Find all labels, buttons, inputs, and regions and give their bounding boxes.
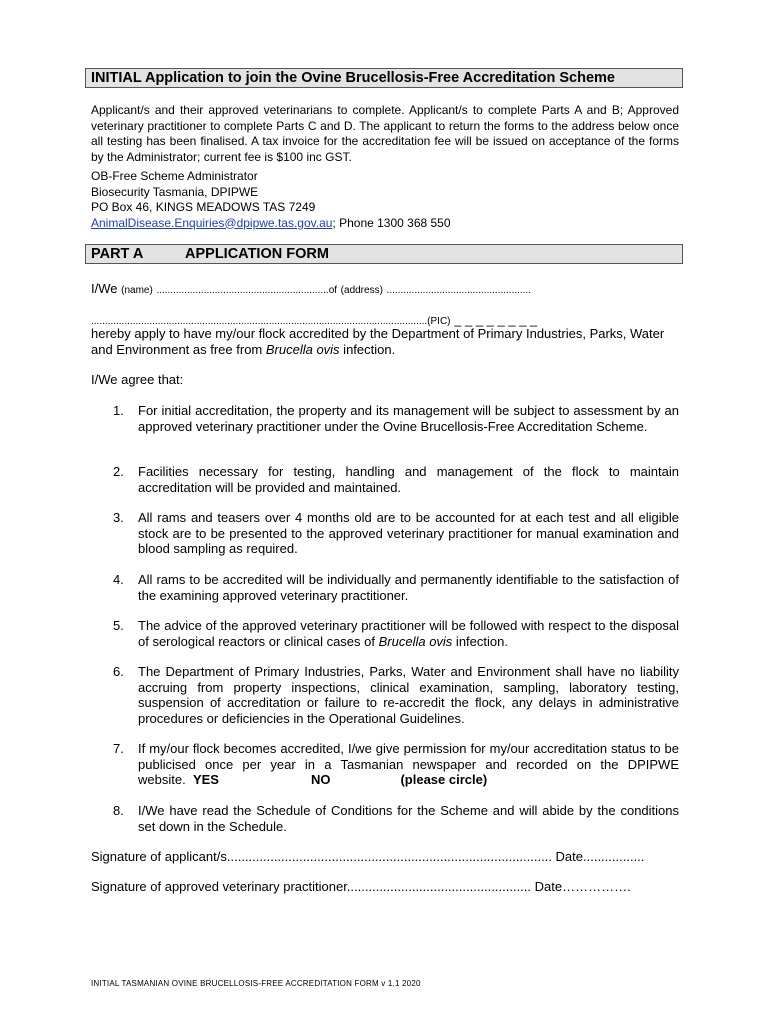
list-item — [113, 510, 679, 557]
item-5-end: infection. — [452, 633, 508, 649]
no-option[interactable]: NO — [310, 772, 331, 787]
item-text: Facilities necessary for testing, handling and management of the flock to maintain accreditation will be provided and maintained. — [138, 464, 679, 495]
address-field-2[interactable]: .........................................................................................................................(PIC) — [91, 316, 451, 327]
iwe-label: I/We — [91, 281, 118, 296]
item-text — [138, 741, 679, 788]
list-item — [113, 464, 679, 495]
name-address-line — [91, 281, 531, 296]
list-item — [113, 741, 679, 788]
item-text: I/We have read the Schedule of Conditions for the Scheme and will abide by the conditions set down in the Schedule. — [138, 803, 679, 834]
document-title: INITIAL Application to join the Ovine Brucellosis-Free Accreditation Scheme — [85, 68, 683, 88]
apply-end: infection. — [339, 341, 396, 357]
applicant-signature-line[interactable]: Signature of applicant/s.......................................................................................... Date................. — [91, 849, 645, 864]
list-item — [113, 403, 679, 434]
item-text — [138, 618, 679, 649]
address-pic-line — [91, 312, 537, 327]
item-text: The Department of Primary Industries, Parks, Water and Environment shall have no liability accruing from property inspections, clinical examination, sampling, laboratory testing, suspension of accreditation or failure to re-accredit the flock, any delays in administrative procedures or deficiencies in the Operational Guidelines. — [138, 664, 679, 726]
list-item — [113, 572, 679, 603]
item-text: All rams to be accredited will be individually and permanently identifiable to the satisfaction of the examining approved veterinary practitioner. — [138, 572, 679, 603]
part-a-header — [85, 244, 683, 264]
address-field[interactable]: .................................................... — [386, 285, 532, 296]
item-number: 5. — [113, 618, 124, 633]
administrator-address — [91, 169, 451, 231]
item-text: For initial accreditation, the property and its management will be subject to assessment by an approved veterinary practitioner under the Ovine Brucellosis-Free Accreditation Scheme. — [138, 403, 679, 434]
intro-paragraph: Applicant/s and their approved veterinarians to complete. Applicant/s to complete Parts A and B; Approved veterinary practitioner to complete Parts C and D. The applicant to return the forms to the address below once all testing has been finalised. A tax invoice for the accreditation fee will be issued on acceptance of the forms by the Administrator; current fee is $100 inc GST. — [91, 103, 679, 164]
address-line-1: OB-Free Scheme Administrator — [91, 169, 258, 183]
phone-text: ; Phone 1300 368 550 — [332, 215, 451, 230]
name-field[interactable]: ..............................................................of — [156, 285, 338, 296]
list-item — [113, 803, 679, 834]
apply-italic: Brucella ovis — [265, 341, 340, 357]
item-number: 7. — [113, 741, 124, 756]
item-5-italic: Brucella ovis — [378, 633, 453, 649]
vet-signature-line[interactable]: Signature of approved veterinary practitioner................................................... Date……………. — [91, 879, 631, 894]
item-text: All rams and teasers over 4 months old are to be accounted for at each test and all eligible stock are to be presented to the approved veterinary practitioner for manual examination and blood sampling as required. — [138, 510, 679, 556]
item-5-text: The advice of the approved veterinary practitioner will be followed with respect to the disposal of serological reactors or clinical cases of — [138, 618, 679, 649]
contact-line — [91, 216, 451, 232]
apply-text: hereby apply to have my/our flock accredited by the Department of Primary Industries, Parks, Water and Environment as free from — [91, 326, 665, 357]
yes-option[interactable]: YES — [192, 772, 219, 787]
list-item — [113, 664, 679, 726]
part-a-label: PART A — [91, 246, 144, 262]
item-7-text: If my/our flock becomes accredited, I/we give permission for my/our accreditation status to be publicised once per year in a Tasmanian newspaper and recorded on the DPIPWE website. — [138, 741, 679, 787]
item-number: 1. — [113, 403, 124, 418]
email-link[interactable]: AnimalDisease.Enquiries@dpipwe.tas.gov.au — [91, 215, 333, 230]
please-circle-note: (please circle) — [400, 772, 488, 787]
address-line-3: PO Box 46, KINGS MEADOWS TAS 7249 — [91, 200, 316, 214]
page-footer: INITIAL TASMANIAN OVINE BRUCELLOSIS-FREE ACCREDITATION FORM v 1.1 2020 — [91, 979, 421, 988]
item-number: 3. — [113, 510, 124, 525]
list-item — [113, 618, 679, 649]
agree-heading: I/We agree that: — [91, 372, 184, 387]
name-label: (name) — [121, 285, 153, 296]
application-statement — [91, 326, 679, 357]
address-label: (address) — [340, 285, 383, 296]
item-number: 4. — [113, 572, 124, 587]
pic-field[interactable]: _ _ _ _ _ _ _ _ — [454, 312, 538, 327]
address-line-2: Biosecurity Tasmania, DPIPWE — [91, 184, 259, 199]
item-number: 2. — [113, 464, 124, 479]
part-a-heading: APPLICATION FORM — [185, 246, 329, 262]
item-number: 8. — [113, 803, 124, 818]
item-number: 6. — [113, 664, 124, 679]
